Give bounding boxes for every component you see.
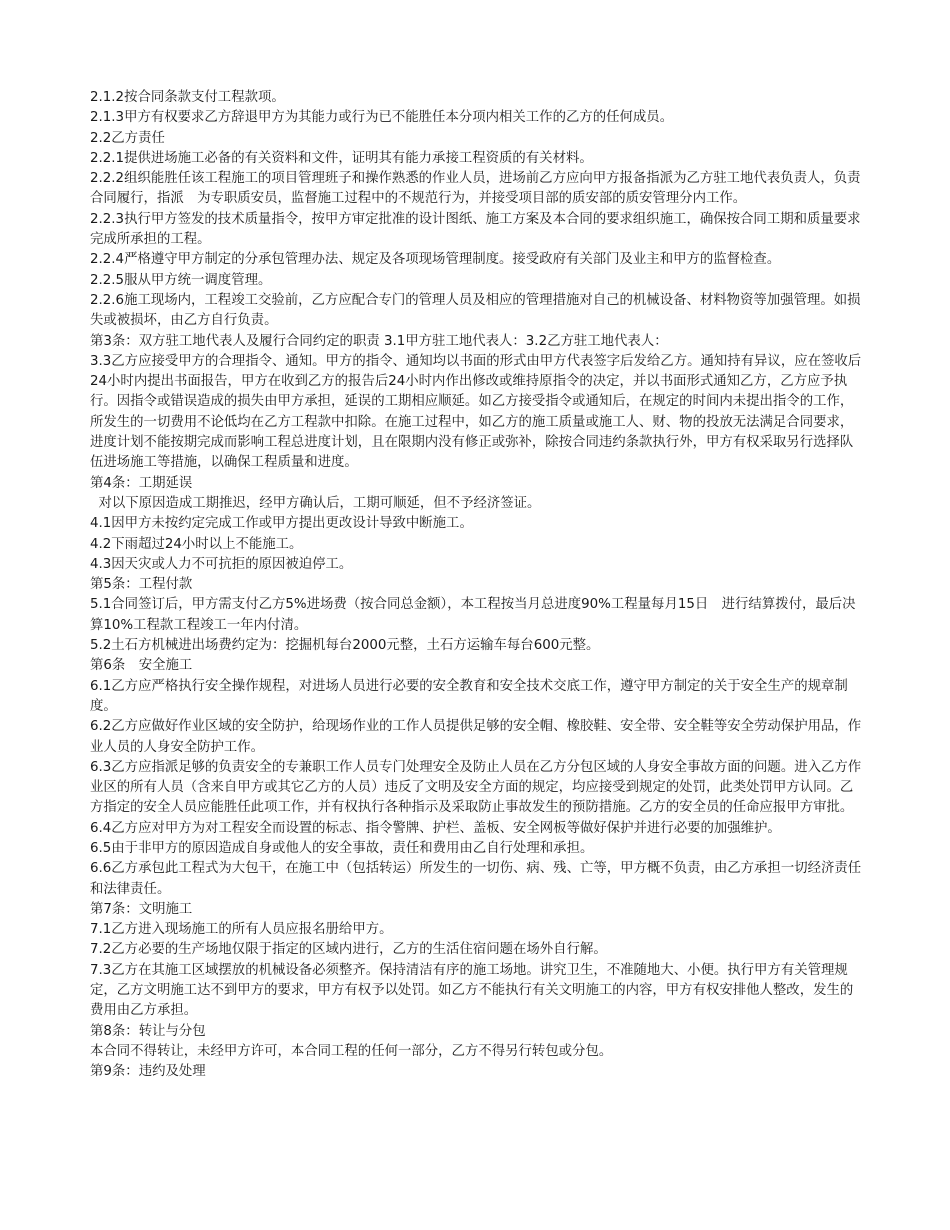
clause-4-1: 4.1因甲方未按约定完成工作或甲方提出更改设计导致中断施工。 bbox=[90, 516, 473, 532]
clause-2-1-2: 2.1.2按合同条款支付工程款项。 bbox=[90, 90, 285, 105]
clause-2-2-2: 2.2.2组织能胜任该工程施工的项目管理班子和操作熟悉的作业人员，进场前乙方应向甲方报备指派为乙方驻工地代表负责人，负责合同履行，指派 为专职质安员，监督施工过程中的不规范行为，并接受项目部的质安部的质安管理分内工作。 bbox=[90, 171, 861, 207]
clause-4-3: 4.3因天灾或人力不可抗拒的原因被迫停工。 bbox=[90, 556, 353, 572]
article-9-heading: 第9条：违约及处理 bbox=[90, 1064, 206, 1080]
clause-4-2: 4.2下雨超过24小时以上不能施工。 bbox=[90, 536, 303, 552]
clause-5-2: 5.2土石方机械进出场费约定为：挖掘机每台2000元整，土石方运输车每台600元整。 bbox=[90, 638, 600, 654]
clause-2-1-3: 2.1.3甲方有权要求乙方辞退甲方为其能力或行为已不能胜任本分项内相关工作的乙方的任何成员。 bbox=[90, 110, 674, 126]
clause-6-4: 6.4乙方应对甲方为对工程安全而设置的标志、指令警牌、护栏、盖板、安全网板等做好保护并进行必要的加强维护。 bbox=[90, 820, 781, 836]
clause-5-1: 5.1合同签订后，甲方需支付乙方5%进场费（按合同总金额），本工程按当月总进度90%工程量每月15日 进行结算拨付，最后决算10%工程款工程竣工一年内付清。 bbox=[90, 597, 856, 633]
clause-6-2: 6.2乙方应做好作业区域的安全防护，给现场作业的工作人员提供足够的安全帽、橡胶鞋、安全带、安全鞋等安全劳动保护用品，作业人员的人身安全防护工作。 bbox=[90, 719, 862, 755]
clause-2-2-1: 2.2.1提供进场施工必备的有关资料和文件，证明其有能力承接工程资质的有关材料。 bbox=[90, 150, 593, 166]
article-4-intro: 对以下原因造成工期推迟，经甲方确认后，工期可顺延，但不予经济签证。 bbox=[90, 495, 541, 511]
article-7-heading: 第7条：文明施工 bbox=[90, 901, 193, 917]
clause-7-1: 7.1乙方进入现场施工的所有人员应报名册给甲方。 bbox=[90, 922, 393, 938]
article-8-body: 本合同不得转让，未经甲方许可，本合同工程的任何一部分，乙方不得另行转包或分包。 bbox=[90, 1043, 613, 1059]
clause-6-6: 6.6乙方承包此工程式为大包干，在施工中（包括转运）所发生的一切伤、病、残、亡等，甲方概不负责，由乙方承担一切经济责任和法律责任。 bbox=[90, 861, 862, 897]
article-5-heading: 第5条：工程付款 bbox=[90, 577, 193, 593]
article-3-heading: 第3条：双方驻工地代表人及履行合同约定的职责 3.1甲方驻工地代表人：3.2乙方驻工地代表人： bbox=[90, 333, 668, 349]
clause-7-3: 7.3乙方在其施工区域摆放的机械设备必须整齐。保持清洁有序的施工场地。讲究卫生，不准随地大、小便。执行甲方有关管理规定，乙方文明施工达不到甲方的要求，甲方有权予以处罚。如乙方不能执行有关文明施工的内容，甲方有权安排他人整改，发生的费用由乙方承担。 bbox=[90, 962, 854, 1019]
article-4-heading: 第4条：工期延误 bbox=[90, 475, 193, 491]
clause-3-3: 3.3乙方应接受甲方的合理指令、通知。甲方的指令、通知均以书面的形式由甲方代表签字后发给乙方。通知持有异议，应在签收后24小时内提出书面报告，甲方在收到乙方的报告后24小时内作出修改或维持原指令的决定，并以书面形式通知乙方，乙方应予执行。因指令或错误造成的损失由甲方承担，延误的工期相应顺延。如乙方接受指令或通知后，在规定的时间内未提出指令的工作，所发生的一切费用不论低均在乙方工程款中扣除。在施工过程中，如乙方的施工质量或施工人、财、物的投放无法满足合同要求，进度计划不能按期完成而影响工程总进度计划，且在限期内没有修正或弥补，除按合同违约条款执行外，甲方有权采取另行选择队伍进场施工等措施，以确保工程质量和进度。 bbox=[90, 353, 862, 471]
article-6-heading: 第6条 安全施工 bbox=[90, 658, 193, 674]
clause-2-2-3: 2.2.3执行甲方签发的技术质量指令，按甲方审定批准的设计图纸、施工方案及本合同的要求组织施工，确保按合同工期和质量要求完成所承担的工程。 bbox=[90, 211, 861, 248]
section-heading-2-2: 2.2乙方责任 bbox=[90, 130, 165, 146]
clause-2-2-4: 2.2.4严格遵守甲方制定的分承包管理办法、规定及各项现场管理制度。接受政府有关部门及业主和甲方的监督检查。 bbox=[90, 252, 781, 268]
clause-6-5: 6.5由于非甲方的原因造成自身或他人的安全事故，责任和费用由乙自行处理和承担。 bbox=[90, 840, 594, 856]
clause-6-3: 6.3乙方应指派足够的负责安全的专兼职工作人员专门处理安全及防止人员在乙方分包区域的人身安全事故方面的问题。进入乙方作业区的所有人员（含来自甲方或其它乙方的人员）违反了文明及安全方面的规定，均应接受到规定的处罚，此类处罚甲方认同。乙方指定的安全人员应能胜任此项工作，并有权执行各种指示及采取防止事故发生的预防措施。乙方的安全员的任命应报甲方审批。 bbox=[90, 759, 862, 816]
clause-7-2: 7.2乙方必要的生产场地仅限于指定的区域内进行，乙方的生活住宿问题在场外自行解。 bbox=[90, 942, 607, 958]
article-8-heading: 第8条：转让与分包 bbox=[90, 1023, 206, 1039]
clause-2-2-5: 2.2.5服从甲方统一调度管理。 bbox=[90, 272, 272, 288]
clause-2-2-6: 2.2.6施工现场内，工程竣工交验前，乙方应配合专门的管理人员及相应的管理措施对自己的机械设备、材料物资等加强管理。如损失或被损坏，由乙方自行负责。 bbox=[90, 292, 861, 329]
clause-6-1: 6.1乙方应严格执行安全操作规程，对进场人员进行必要的安全教育和安全技术交底工作，遵守甲方制定的关于安全生产的规章制度。 bbox=[90, 678, 848, 714]
